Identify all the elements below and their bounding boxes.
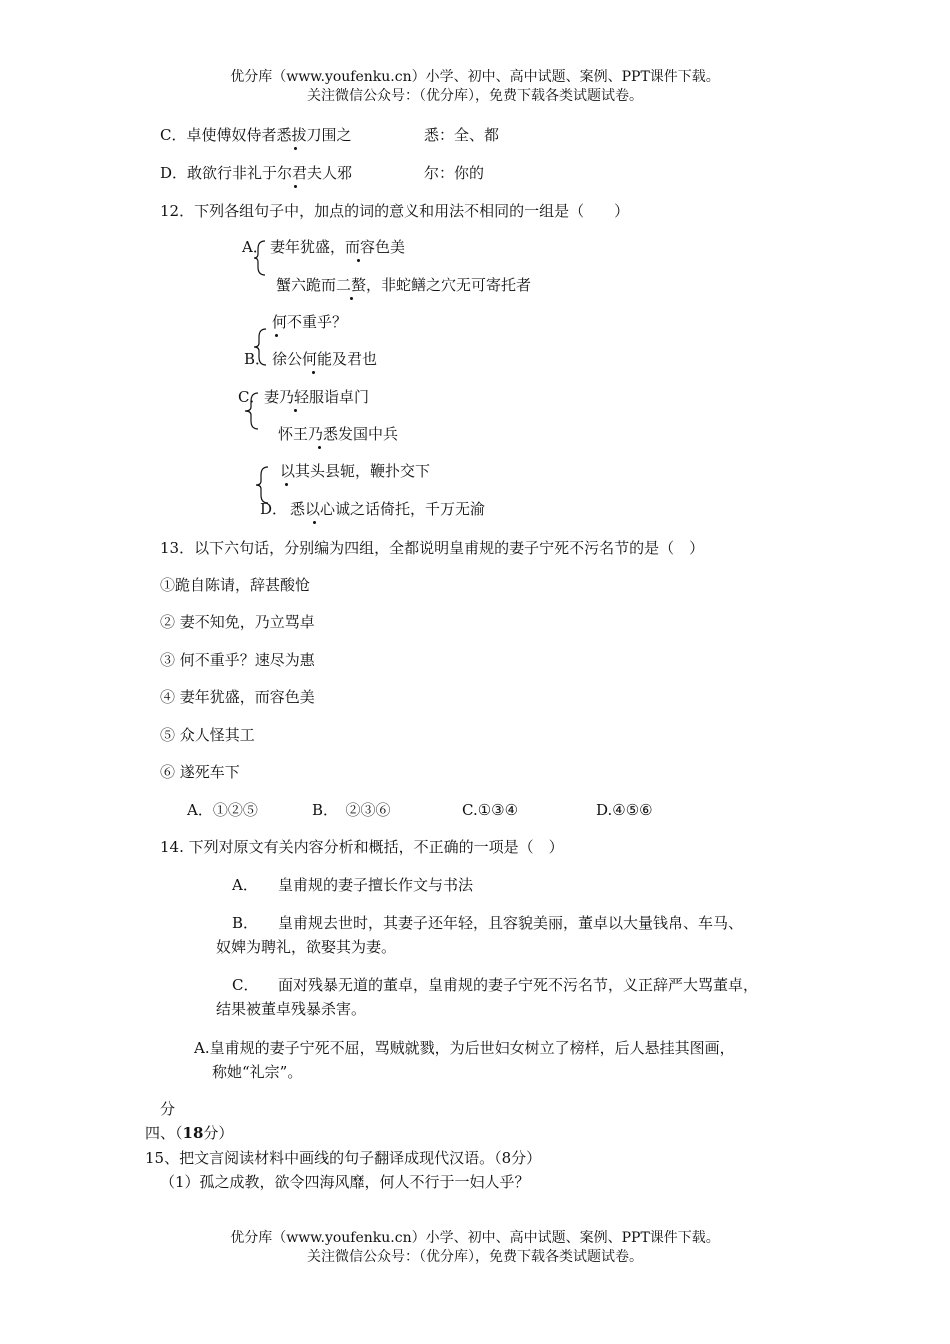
section4-score: 18 <box>182 1124 204 1142</box>
q15-item-1: （1）孤之成教，欲令四海风靡，何人不行于一妇人乎？ <box>160 1173 530 1191</box>
q14-d-text2: 称她“礼宗”。 <box>212 1063 303 1081</box>
q14-a-text: 皇甫规的妻子擅长作文与书法 <box>278 876 474 894</box>
emphasis-dot <box>312 371 315 374</box>
emphasis-dot <box>275 334 278 337</box>
section4-suffix: 分） <box>203 1124 234 1142</box>
q13-option-d: D.④⑤⑥ <box>596 801 653 819</box>
q15-stem: 15、把文言阅读材料中画线的句子翻译成现代汉语。（8分） <box>145 1149 542 1167</box>
q11-option-d-gloss: 尔：你的 <box>424 164 485 182</box>
q12-b-label: B． <box>244 350 271 368</box>
q13-item-4: ④ 妻年犹盛，而容色美 <box>160 688 315 706</box>
brace-icon <box>242 392 260 430</box>
q14-a-label: A． <box>232 876 258 894</box>
page-footer-line1: 优分库（www.youfenku.cn）小学、初中、高中试题、案例、PPT课件下载。 <box>230 1230 720 1246</box>
emphasis-dot <box>350 297 353 300</box>
q12-d-sentence1: 以其头县轭，鞭扑交下 <box>280 462 431 480</box>
section4-heading <box>145 1124 233 1142</box>
emphasis-dot <box>285 483 288 486</box>
q13-option-b: B． ②③⑥ <box>312 801 391 819</box>
q11-option-d: D．敢欲行非礼于尔君夫人邪 <box>160 164 353 182</box>
emphasis-dot <box>318 446 321 449</box>
q12-b-sentence1: 何不重乎？ <box>272 313 348 331</box>
emphasis-dot <box>313 521 316 524</box>
q13-option-a: A．①②⑤ <box>187 801 258 819</box>
q12-stem: 12．下列各组句子中，加点的词的意义和用法不相同的一组是（ ） <box>160 202 630 220</box>
page-footer-line2: 关注微信公众号：（优分库），免费下载各类试题试卷。 <box>307 1249 643 1265</box>
q13-item-2: ② 妻不知免，乃立骂卓 <box>160 613 315 631</box>
q13-option-c: C.①③④ <box>462 801 519 819</box>
emphasis-dot <box>294 409 297 412</box>
page-header-line2: 关注微信公众号：（优分库），免费下载各类试题试卷。 <box>307 88 643 104</box>
q12-b-sentence2: 徐公何能及君也 <box>272 350 378 368</box>
q14-c-text2: 结果被董卓残暴杀害。 <box>216 1000 367 1018</box>
q13-item-3: ③ 何不重乎？速尽为惠 <box>160 651 315 669</box>
q13-item-6: ⑥ 遂死车下 <box>160 763 240 781</box>
q12-d-sentence2: 悉以心诚之话倚托，千万无渝 <box>290 500 486 518</box>
q14-c-label: C． <box>232 976 259 994</box>
q11-option-c: C．卓使傅奴侍者悉拔刀围之 <box>160 126 352 144</box>
q12-a-sentence2: 蟹六跪而二螯，非蛇鳝之穴无可寄托者 <box>276 276 532 294</box>
q12-c-label: C． <box>238 388 265 406</box>
emphasis-dot <box>357 259 360 262</box>
page-header-line1: 优分库（www.youfenku.cn）小学、初中、高中试题、案例、PPT课件下载。 <box>230 69 720 85</box>
section4-prefix: 四、（ <box>145 1124 183 1142</box>
q12-c-sentence2: 怀王乃悉发国中兵 <box>278 425 399 443</box>
q14-b-label: B． <box>232 914 259 932</box>
brace-icon <box>253 240 267 276</box>
q14-b-text2: 奴婢为聘礼，欲娶其为妻。 <box>216 938 397 956</box>
fen-text: 分 <box>160 1100 176 1118</box>
q13-stem: 13．以下六句话，分别编为四组，全都说明皇甫规的妻子宁死不污名节的是（ ） <box>160 539 705 557</box>
q14-stem: 14. 下列对原文有关内容分析和概括，不正确的一项是（ ） <box>160 838 564 856</box>
emphasis-dot <box>294 147 297 150</box>
q12-c-sentence1: 妻乃轻服诣卓门 <box>264 388 370 406</box>
q12-a-sentence1: 妻年犹盛，而容色美 <box>270 238 406 256</box>
q13-item-1: ①跪自陈请，辞甚酸怆 <box>160 576 311 594</box>
brace-icon <box>254 466 270 504</box>
q14-d-text1: A.皇甫规的妻子宁死不屈，骂贼就戮，为后世妇女树立了榜样，后人悬挂其图画， <box>194 1039 735 1057</box>
q11-option-c-gloss: 悉：全、都 <box>424 126 500 144</box>
q12-a-label: A． <box>242 238 268 256</box>
q13-item-5: ⑤ 众人怪其工 <box>160 726 255 744</box>
q14-b-text1: 皇甫规去世时，其妻子还年轻，且容貌美丽，董卓以大量钱帛、车马、 <box>278 914 744 932</box>
emphasis-dot <box>294 185 297 188</box>
q14-c-text1: 面对残暴无道的董卓，皇甫规的妻子宁死不污名节，义正辞严大骂董卓， <box>278 976 759 994</box>
q12-d-label: D． <box>260 500 288 518</box>
